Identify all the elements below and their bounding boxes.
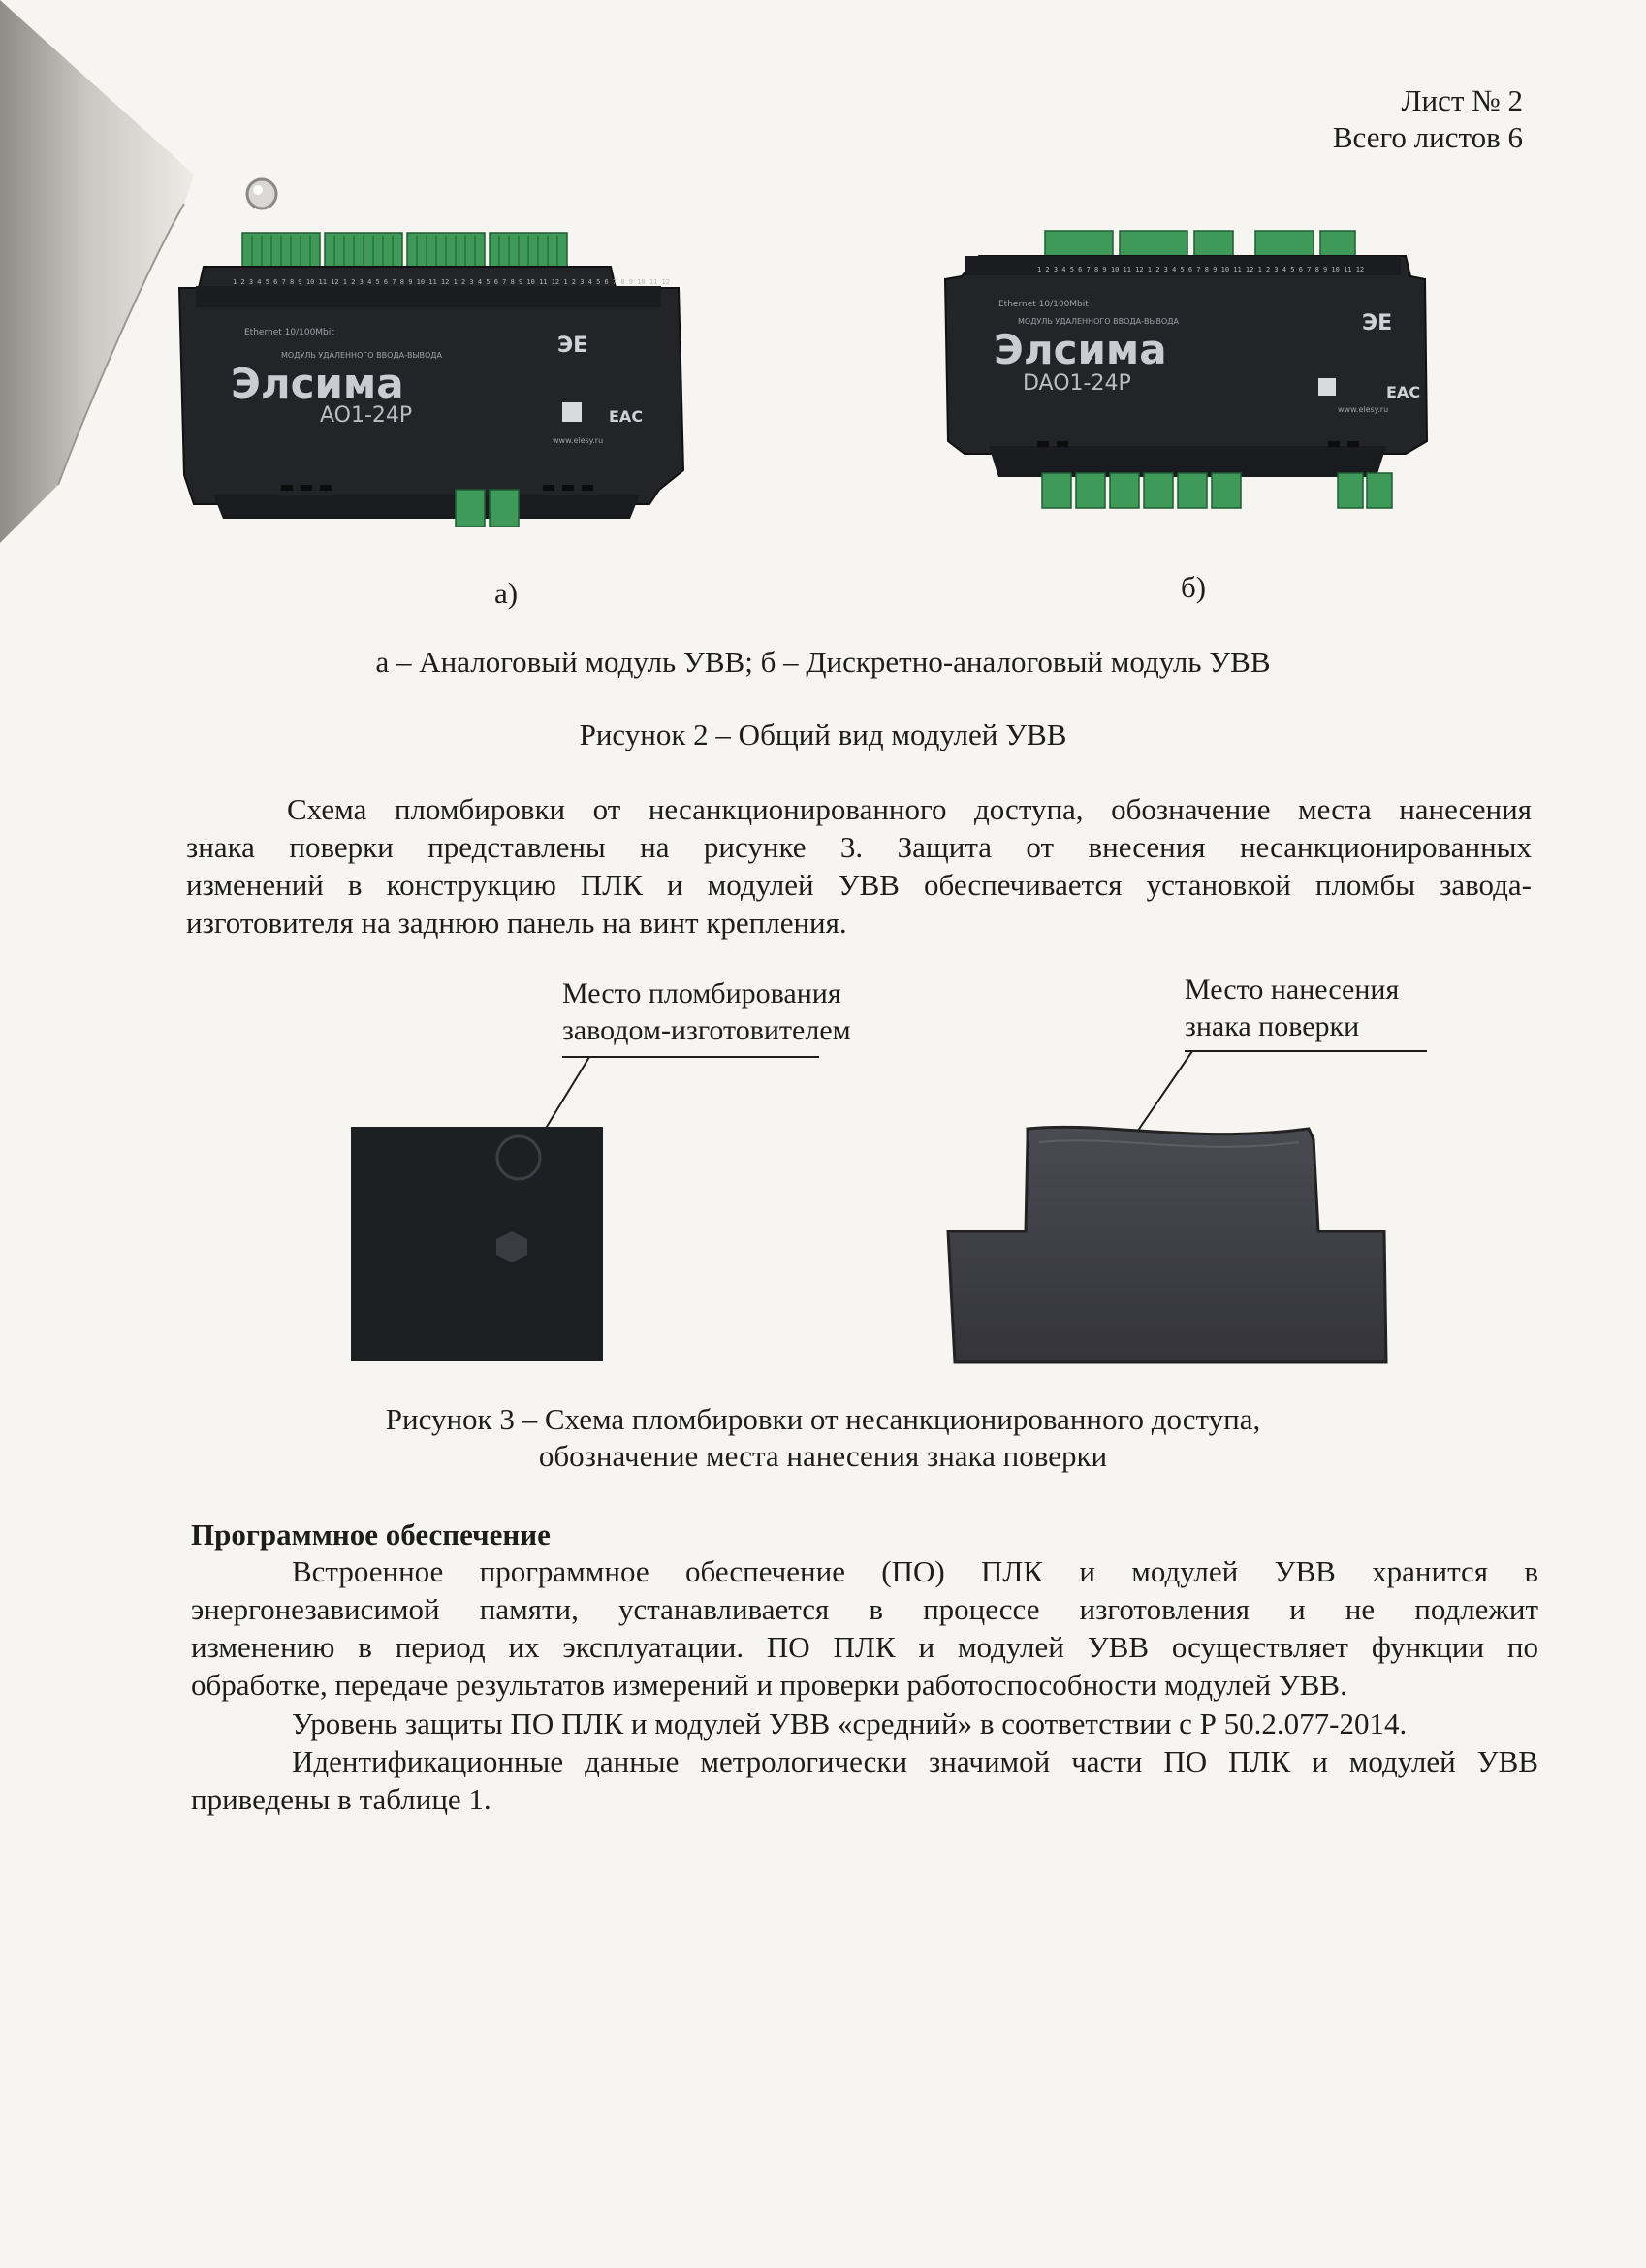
module-b-qr-icon bbox=[1318, 378, 1336, 396]
paragraph-line: энергонезависимой памяти, устанавливается в процессе изготовления и не подлежит bbox=[191, 1592, 1538, 1626]
paragraph-line: изменений в конструкцию ПЛК и модулей УВВ обеспечивается установкой пломбы завода- bbox=[186, 868, 1532, 902]
module-b-cert: EAC bbox=[1386, 383, 1421, 401]
module-b-photo bbox=[921, 223, 1464, 533]
software-paragraph-1 bbox=[191, 1552, 1538, 1704]
software-paragraph-3 bbox=[191, 1742, 1538, 1818]
figure2-legend: а – Аналоговый модуль УВВ; б – Дискретно-аналоговый модуль УВВ bbox=[375, 645, 1271, 679]
figure2-label-b: б) bbox=[1181, 570, 1207, 604]
module-a-ethernet: Ethernet 10/100Mbit bbox=[244, 328, 334, 337]
module-a-photo bbox=[174, 228, 717, 538]
callout-right-line2: знака поверки bbox=[1185, 1010, 1360, 1042]
module-a-logo-icon: ЭЕ bbox=[557, 334, 588, 358]
callout-left-line2: заводом-изготовителем bbox=[562, 1014, 851, 1046]
paragraph-line: знака поверки представлены на рисунке 3. Защита от внесения несанкционированных bbox=[186, 830, 1532, 864]
callout-right-line1: Место нанесения bbox=[1185, 974, 1400, 1006]
factory-seal-photo bbox=[351, 1127, 603, 1361]
figure3-drawing bbox=[0, 1047, 1646, 1377]
module-b-ethernet: Ethernet 10/100Mbit bbox=[998, 300, 1089, 309]
paragraph-line: Уровень защиты ПО ПЛК и модулей УВВ «средний» в соответствии с Р 50.2.077-2014. bbox=[292, 1707, 1408, 1741]
paragraph-sealing bbox=[186, 790, 1532, 942]
paragraph-line: Идентификационные данные метрологически значимой части ПО ПЛК и модулей УВВ bbox=[292, 1744, 1538, 1778]
module-a-cert: EAC bbox=[609, 407, 644, 426]
module-a-site: www.elesy.ru bbox=[553, 436, 604, 445]
paragraph-line: приведены в таблице 1. bbox=[191, 1782, 491, 1816]
sheet-number: Лист № 2 bbox=[1401, 83, 1523, 117]
paragraph-line: Схема пломбировки от несанкционированного доступа, обозначение места нанесения bbox=[287, 792, 1532, 826]
figure2-label-a: а) bbox=[494, 576, 519, 610]
module-a-brand: Элсима bbox=[231, 360, 404, 407]
module-a-model: AO1-24P bbox=[320, 403, 413, 428]
verification-mark-panel bbox=[948, 1127, 1386, 1362]
module-b-brand: Элсима bbox=[994, 326, 1167, 373]
module-b-site: www.elesy.ru bbox=[1338, 405, 1389, 414]
paragraph-line: Встроенное программное обеспечение (ПО) ПЛК и модулей УВВ хранится в bbox=[292, 1554, 1538, 1588]
figure3-title-line2: обозначение места нанесения знака поверки bbox=[538, 1439, 1108, 1473]
module-a-subtitle: МОДУЛЬ УДАЛЕННОГО ВВОДА-ВЫВОДА bbox=[281, 351, 443, 360]
software-paragraph-2 bbox=[191, 1705, 1538, 1742]
figure3-title-line1: Рисунок 3 – Схема пломбировки от несанкционированного доступа, bbox=[385, 1402, 1261, 1436]
module-b-model: DAO1-24P bbox=[1023, 371, 1131, 396]
page-fold-corner bbox=[0, 0, 194, 543]
callout-left-line1: Место пломбирования bbox=[562, 977, 841, 1009]
module-a-terminal-numbers: 1 2 3 4 5 6 7 8 9 10 11 12 1 2 3 4 5 6 7 8 9 10 11 12 1 2 3 4 5 6 7 8 9 10 11 12 1 2 3 4 5 6 7 8 9 10 11 12 bbox=[233, 278, 670, 286]
module-b-subtitle: МОДУЛЬ УДАЛЕННОГО ВВОДА-ВЫВОДА bbox=[1018, 317, 1180, 326]
paragraph-line: обработке, передаче результатов измерений и проверки работоспособности модулей УВВ. bbox=[191, 1668, 1347, 1702]
punch-hole-mark bbox=[242, 175, 281, 213]
paragraph-line: изготовителя на заднюю панель на винт крепления. bbox=[186, 906, 847, 940]
module-b-logo-icon: ЭЕ bbox=[1362, 311, 1393, 335]
total-sheets: Всего листов 6 bbox=[1332, 120, 1523, 154]
paragraph-line: изменению в период их эксплуатации. ПО ПЛК и модулей УВВ осуществляет функции по bbox=[191, 1630, 1538, 1664]
module-a-qr-icon bbox=[562, 402, 582, 422]
figure2-title: Рисунок 2 – Общий вид модулей УВВ bbox=[579, 718, 1067, 751]
software-heading: Программное обеспечение bbox=[191, 1517, 551, 1551]
module-b-terminal-numbers: 1 2 3 4 5 6 7 8 9 10 11 12 1 2 3 4 5 6 7 8 9 10 11 12 1 2 3 4 5 6 7 8 9 10 11 12 bbox=[1037, 266, 1365, 273]
